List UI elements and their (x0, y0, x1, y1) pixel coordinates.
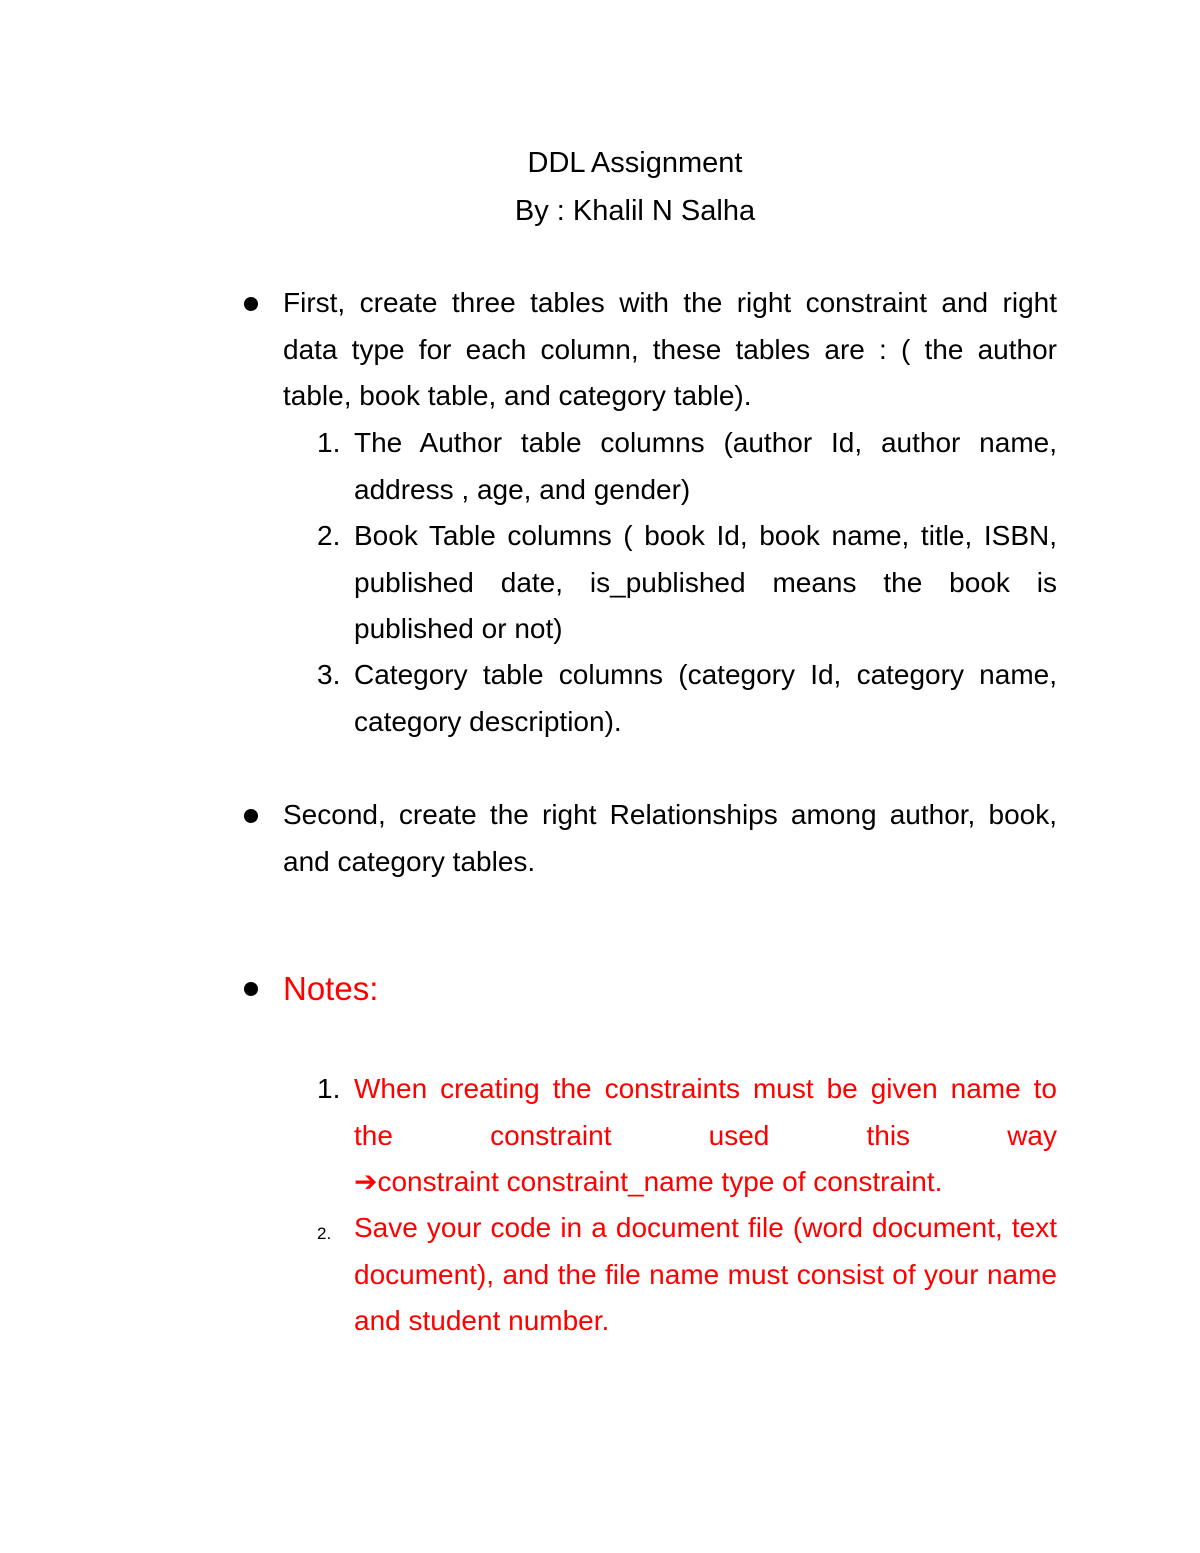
list-item-book-table: Book Table columns ( book Id, book name, title, ISBN, published date, is_published means the book is published or not) (354, 520, 1057, 645)
arrow-right-icon: ➔ (354, 1166, 378, 1197)
list-item-number: 3. (317, 659, 341, 690)
bullet-first-text: First, create three tables with the right constraint and right data type for each column, these tables are : ( the author table, book table, and category table). (283, 287, 1057, 412)
note-save-code: Save your code in a document file (word document, text document), and the file name must consist of your name and student number. (354, 1212, 1057, 1337)
note-constraint-syntax-text: constraint constraint_name type of constraint. (377, 1166, 943, 1197)
note-number: 2. (317, 1224, 332, 1243)
list-item-category-table: Category table columns (category Id, category name, category description). (354, 659, 1057, 737)
note-constraint-syntax (354, 1159, 1057, 1206)
list-item-number: 1. (317, 427, 341, 458)
note-number: 1. (317, 1073, 341, 1104)
bullet-icon (244, 297, 258, 311)
notes-heading: Notes: (283, 970, 379, 1007)
list-item-author-table: The Author table columns (author Id, author name, address , age, and gender) (354, 427, 1057, 505)
bullet-icon (244, 809, 258, 823)
bullet-icon (244, 982, 258, 996)
note-constraint-naming: When creating the constraints must be given name to the constraint used this way (354, 1073, 1057, 1151)
bullet-second-text: Second, create the right Relationships among author, book, and category tables. (283, 799, 1057, 877)
list-item-number: 2. (317, 520, 341, 551)
document-author: By : Khalil N Salha (514, 195, 756, 227)
document-title: DDL Assignment (527, 147, 743, 179)
